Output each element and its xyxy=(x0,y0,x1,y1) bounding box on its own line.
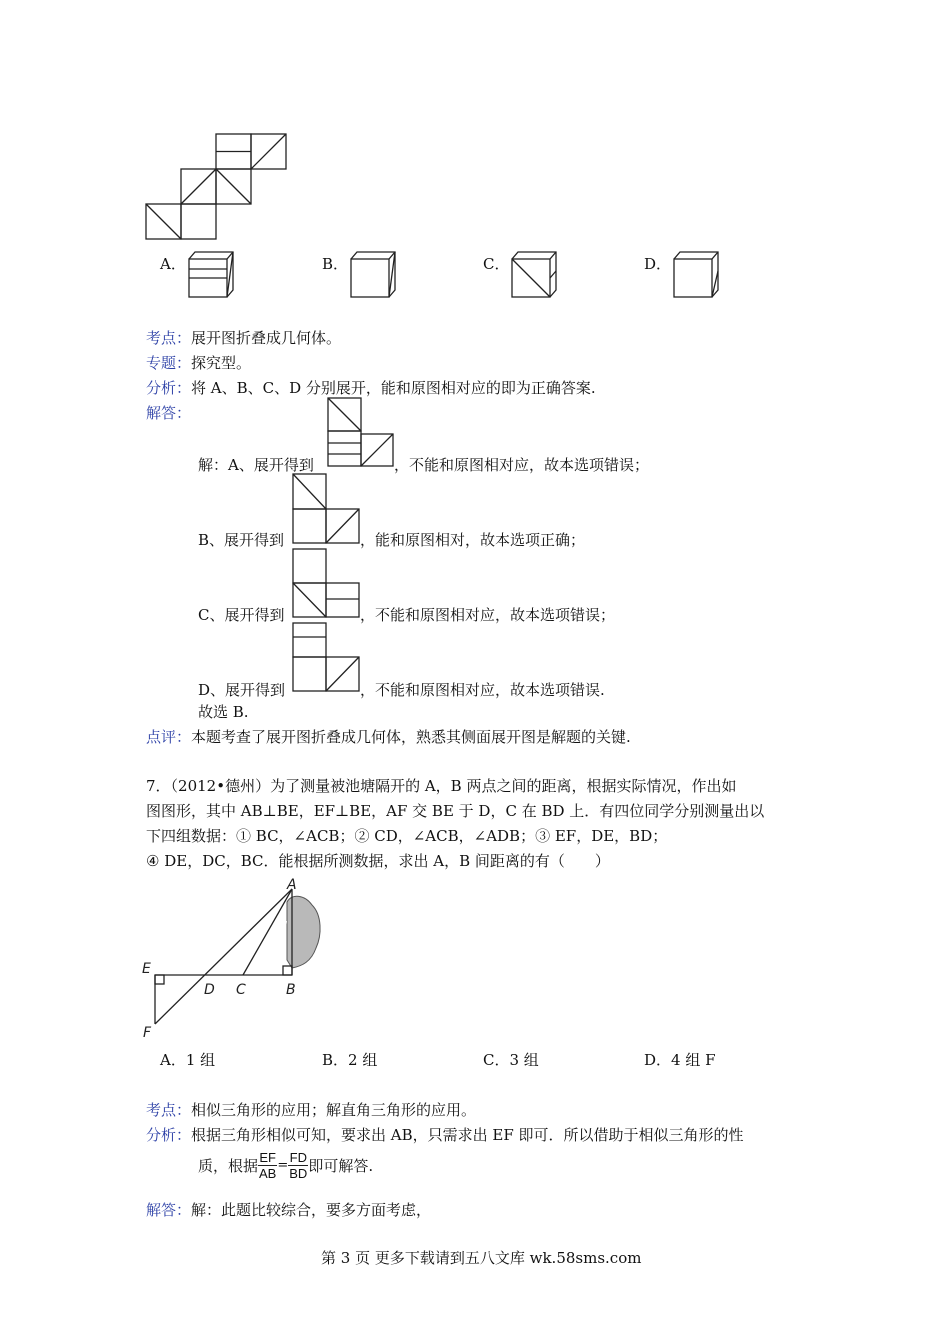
point-b-label: B xyxy=(286,982,296,998)
zhuanti-label: 专题： xyxy=(146,354,192,372)
fenxi2-post: 即可解答. xyxy=(308,1157,374,1175)
fenxi-label: 分析： xyxy=(146,379,192,397)
q6-option-b-label: B． xyxy=(322,255,349,273)
q7-jieda-text: 解：此题比较综合，要多方面考虑， xyxy=(191,1201,432,1219)
q7-option-c: C．3 组 xyxy=(483,1051,539,1069)
q6-option-c-label: C． xyxy=(483,255,510,273)
point-a-label: A xyxy=(287,877,297,893)
q7-fenxi2 xyxy=(198,1150,373,1181)
q7-line3: 下四组数据：① BC，∠ACB；② CD，∠ACB，∠ADB；③ EF，DE，BD； xyxy=(146,827,668,845)
frac-equals: = xyxy=(277,1158,289,1173)
frac-den-2: BD xyxy=(289,1166,308,1181)
frac-num-2: FD xyxy=(289,1150,307,1165)
point-c-label: C xyxy=(236,982,246,998)
q6-sol-d: D、展开得到 xyxy=(198,681,286,699)
q6-sol-b: B、展开得到 xyxy=(198,531,285,549)
page-footer: 第 3 页 更多下载请到五八文库 wk.58sms.com xyxy=(321,1249,642,1267)
point-e-label: E xyxy=(142,961,151,977)
q7-kaodian xyxy=(146,1099,476,1120)
q6-jieda-label: 解答： xyxy=(146,404,192,422)
q7-fenxi xyxy=(146,1124,744,1145)
q6-option-a-label: A． xyxy=(160,255,186,273)
q7-jieda-label: 解答： xyxy=(146,1201,192,1219)
point-f-label: F xyxy=(143,1025,152,1041)
q7-option-a: A．1 组 xyxy=(160,1051,216,1069)
q7-jieda xyxy=(146,1199,431,1220)
sol-a-pre: 解：A、展开得到 xyxy=(198,456,314,474)
fraction-ef-ab xyxy=(258,1150,277,1181)
q6-sol-a-post: ，不能和原图相对应，故本选项错误； xyxy=(394,456,650,474)
frac-num-1: EF xyxy=(259,1150,276,1165)
q6-sol-b-post: ，能和原图相对，故本选项正确； xyxy=(360,531,586,549)
kaodian-label: 考点： xyxy=(146,329,192,347)
zhuanti-text: 探究型。 xyxy=(191,354,252,372)
point-d-label: D xyxy=(204,982,215,998)
q7-kaodian-label: 考点： xyxy=(146,1101,192,1119)
kaodian-text: 展开图折叠成几何体。 xyxy=(191,329,342,347)
q7-fenxi-label: 分析： xyxy=(146,1126,192,1144)
q7-option-d: D．4 组 F xyxy=(644,1051,716,1069)
q7-line1: 7．（2012•德州）为了测量被池塘隔开的 A，B 两点之间的距离，根据实际情况，作出如 xyxy=(146,777,737,795)
q7-fenxi-text: 根据三角形相似可知，要求出 AB，只需求出 EF 即可．所以借助于相似三角形的性 xyxy=(191,1126,744,1144)
q6-sol-d-post: ，不能和原图相对应，故本选项错误. xyxy=(360,681,605,699)
q7-kaodian-text: 相似三角形的应用；解直角三角形的应用。 xyxy=(191,1101,477,1119)
fenxi-text: 将 A、B、C、D 分别展开，能和原图相对应的即为正确答案. xyxy=(191,379,596,397)
q7-line2: 图图形，其中 AB⊥BE，EF⊥BE，AF 交 BE 于 D，C 在 BD 上．有四位同学分别测量出以 xyxy=(146,802,765,820)
q6-sol-c: C、展开得到 xyxy=(198,606,285,624)
q6-option-d-label: D． xyxy=(644,255,672,273)
q6-sol-c-post: ，不能和原图相对应，故本选项错误； xyxy=(360,606,616,624)
q7-option-b: B．2 组 xyxy=(322,1051,378,1069)
fraction-fd-bd xyxy=(288,1150,308,1181)
dianping-label: 点评： xyxy=(146,728,192,746)
fenxi2-pre: 质，根据 xyxy=(198,1157,259,1175)
frac-den-1: AB xyxy=(259,1166,277,1181)
q6-conclusion: 故选 B. xyxy=(198,703,249,721)
q7-line4: ④ DE，DC，BC．能根据所测数据，求出 A，B 间距离的有（ ） xyxy=(146,852,610,870)
dianping-text: 本题考查了展开图折叠成几何体，熟悉其侧面展开图是解题的关键. xyxy=(191,728,631,746)
